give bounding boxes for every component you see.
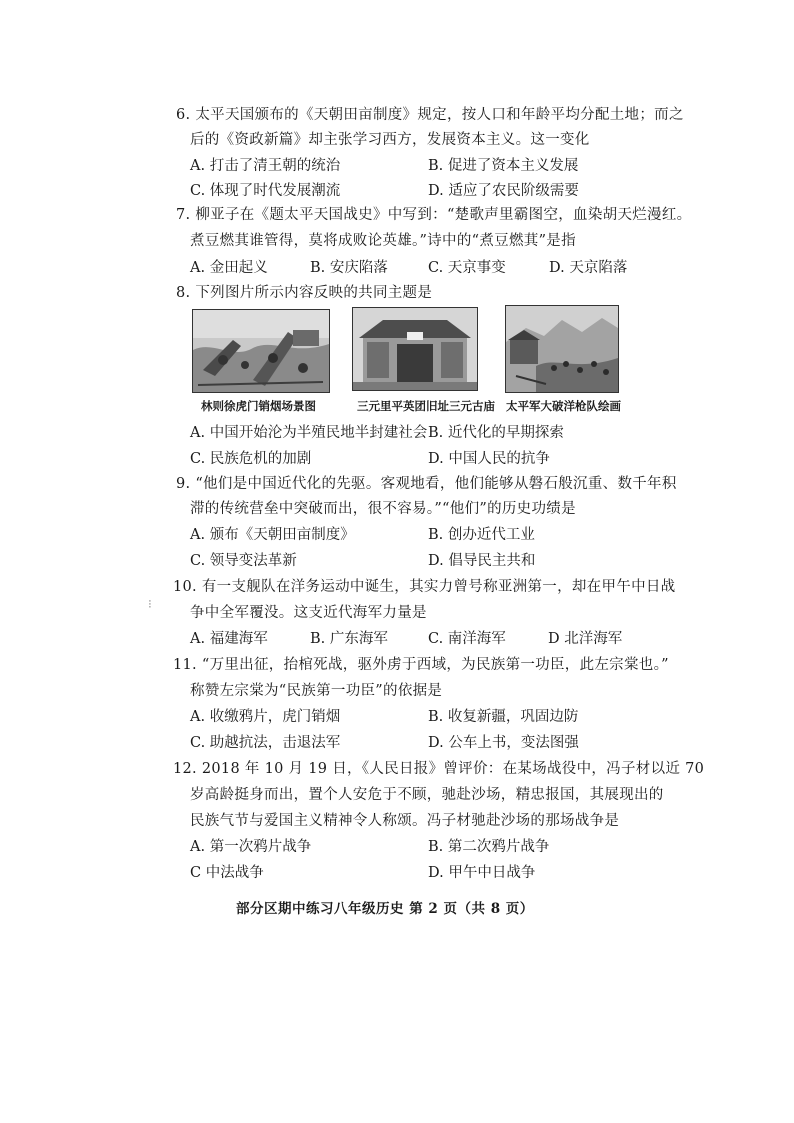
q10-option-b: B. 广东海军 — [310, 631, 388, 647]
q11-stem-line1: 11. “万里出征，抬棺死战，驱外虏于西域，为民族第一功臣，此左宗棠也。” — [173, 657, 669, 673]
q8-caption-2: 三元里平英团旧址三元古庙 — [357, 399, 495, 413]
q10-option-a: A. 福建海军 — [190, 631, 268, 647]
q8-image-sanyuan-temple — [352, 307, 478, 391]
q8-option-c: C. 民族危机的加剧 — [190, 451, 312, 467]
q10-stem-line1: 10. 有一支舰队在洋务运动中诞生，其实力曾号称亚洲第一，却在甲午中日战 — [173, 579, 676, 595]
q8-option-a: A. 中国开始沦为半殖民地半封建社会 — [190, 425, 428, 441]
q11-option-b: B. 收复新疆，巩固边防 — [428, 709, 579, 725]
q7-option-b: B. 安庆陷落 — [310, 260, 388, 276]
q8-caption-3: 太平军大破洋枪队绘画 — [506, 399, 621, 413]
q7-option-a: A. 金田起义 — [190, 260, 268, 276]
q12-option-a: A. 第一次鸦片战争 — [190, 839, 312, 855]
q6-option-a: A. 打击了清王朝的统治 — [190, 158, 341, 174]
q11-option-d: D. 公车上书，变法图强 — [428, 735, 579, 751]
q9-stem-line1: 9. “他们是中国近代化的先驱。客观地看，他们能够从磐石般沉重、数千年积 — [176, 476, 677, 492]
q10-option-c: C. 南洋海军 — [428, 631, 506, 647]
taiping-battle-illustration — [506, 306, 618, 392]
q11-stem-line2: 称赞左宗棠为“民族第一功臣”的依据是 — [190, 683, 443, 699]
q11-option-c: C. 助越抗法，击退法军 — [190, 735, 341, 751]
sanyuan-temple-illustration — [353, 308, 477, 390]
opium-burning-illustration — [193, 310, 329, 392]
q12-stem-line2: 岁高龄挺身而出，置个人安危于不顾，驰赴沙场，精忠报国，其展现出的 — [190, 787, 664, 803]
q9-option-c: C. 领导变法革新 — [190, 553, 297, 569]
q7-stem-line2: 煮豆燃萁谁管得，莫将成败论英雄。”诗中的“煮豆燃萁”是指 — [190, 233, 576, 249]
q12-stem-line3: 民族气节与爱国主义精神令人称颂。冯子材驰赴沙场的那场战争是 — [190, 813, 620, 829]
q12-option-d: D. 甲午中日战争 — [428, 865, 536, 881]
q10-stem-line2: 争中全军覆没。这支近代海军力量是 — [190, 605, 427, 621]
q9-option-a: A. 颁布《天朝田亩制度》 — [190, 527, 355, 543]
q12-option-b: B. 第二次鸦片战争 — [428, 839, 550, 855]
q7-stem-line1: 7. 柳亚子在《题太平天国战史》中写到：“楚歌声里霸图空，血染胡天烂漫红。 — [176, 207, 692, 223]
q8-option-b: B. 近代化的早期探索 — [428, 425, 564, 441]
q9-stem-line2: 滞的传统营垒中突破而出，很不容易。”“他们”的历史功绩是 — [190, 501, 576, 517]
q6-stem-line2: 后的《资政新篇》却主张学习西方，发展资本主义。这一变化 — [190, 132, 590, 148]
q6-stem-line1: 6. 太平天国颁布的《天朝田亩制度》规定，按人口和年龄平均分配土地；而之 — [176, 107, 684, 123]
q8-image-opium-burning — [192, 309, 330, 393]
q6-option-b: B. 促进了资本主义发展 — [428, 158, 579, 174]
q10-option-d: D 北洋海军 — [548, 631, 623, 647]
q8-option-d: D. 中国人民的抗争 — [428, 451, 550, 467]
page-footer: 部分区期中练习八年级历史 第 2 页（共 8 页） — [236, 901, 534, 917]
q12-option-c: C 中法战争 — [190, 865, 264, 881]
q9-option-b: B. 创办近代工业 — [428, 527, 535, 543]
q12-stem-line1: 12. 2018 年 10 月 19 日，《人民日报》曾评价：在某场战役中，冯子材以近 70 — [173, 761, 705, 777]
q7-option-d: D. 天京陷落 — [549, 260, 628, 276]
q9-option-d: D. 倡导民主共和 — [428, 553, 536, 569]
q8-caption-1: 林则徐虎门销烟场景图 — [201, 399, 316, 413]
q11-option-a: A. 收缴鸦片，虎门销烟 — [190, 709, 341, 725]
q6-option-c: C. 体现了时代发展潮流 — [190, 183, 341, 199]
q6-option-d: D. 适应了农民阶级需要 — [428, 183, 579, 199]
scan-speck: ⁝ — [148, 597, 152, 611]
q7-option-c: C. 天京事变 — [428, 260, 506, 276]
q8-image-taiping-battle — [505, 305, 619, 393]
q8-stem-line1: 8. 下列图片所示内容反映的共同主题是 — [176, 285, 433, 301]
